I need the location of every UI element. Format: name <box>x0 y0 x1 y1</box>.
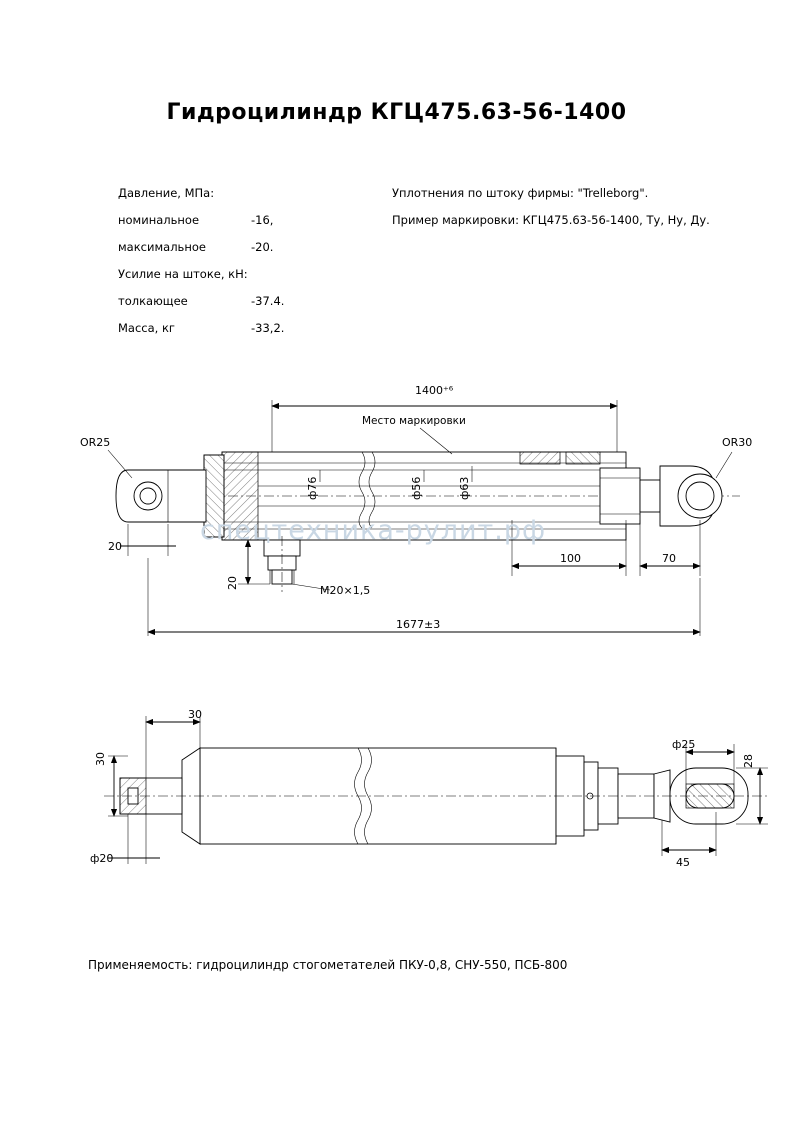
dim-dia-20-text: ф20 <box>90 852 114 865</box>
dim-dia-25-text: ф25 <box>672 738 696 751</box>
dim-70 <box>640 520 700 576</box>
dim-20-port-text: 20 <box>226 576 239 590</box>
spec-label-mass: Масса, кг <box>118 321 175 335</box>
page-title: Гидроцилиндр КГЦ475.63-56-1400 <box>166 100 627 125</box>
applicability-note: Применяемость: гидроцилиндр стогометателей ПКУ-0,8, СНУ-550, ПСБ-800 <box>88 958 568 972</box>
dim-100-text: 100 <box>560 552 581 565</box>
dim-20-left <box>108 524 176 556</box>
rod-stub <box>640 480 660 512</box>
dim-30-left-text: 30 <box>94 752 107 766</box>
dim-28-text: 28 <box>742 754 755 768</box>
internal-detail-hatch-2 <box>566 452 600 464</box>
port-boss <box>264 536 300 592</box>
spec-label-maximal: максимальное <box>118 240 206 254</box>
left-eye-bore <box>140 488 156 504</box>
spec-value-nominal: -16, <box>251 213 274 227</box>
dim-dia-20 <box>90 814 160 865</box>
gland-nut <box>600 468 640 524</box>
right-eye-assembly <box>660 466 722 526</box>
dim-20-left-text: 20 <box>108 540 122 553</box>
dim-1400-text: 1400⁺⁶ <box>415 384 454 397</box>
piston-hatched <box>222 452 258 540</box>
bottom-view-assembly <box>90 708 770 869</box>
marking-example-note: Пример маркировки: КГЦ475.63-56-1400, Ту, Ну, Ду. <box>392 213 710 227</box>
label-dia-63: ф63 <box>458 476 471 500</box>
label-thread-port: M20×1,5 <box>320 584 371 597</box>
dim-1677-text: 1677±3 <box>396 618 441 631</box>
left-eye-assembly <box>116 470 206 522</box>
label-r25: OR25 <box>80 436 111 449</box>
dim-20-port <box>226 540 270 590</box>
spec-heading-pressure-label: Давление, МПа: <box>118 186 215 200</box>
dim-30-top-text: 30 <box>188 708 202 721</box>
internal-detail-hatch <box>520 452 560 464</box>
dim-45-text: 45 <box>676 856 690 869</box>
label-dia-76: ф76 <box>306 476 319 500</box>
watermark: спецтехника-рулит.рф <box>200 515 547 546</box>
label-marking-place: Место маркировки <box>362 415 466 427</box>
label-r30: OR30 <box>722 436 753 449</box>
r25-leader <box>108 450 132 478</box>
label-dia-56: ф56 <box>410 476 423 500</box>
rear-cover-hatched <box>204 455 224 537</box>
right-eye-bore <box>686 482 714 510</box>
spec-value-pushing: -37.4. <box>251 294 285 308</box>
spec-value-mass: -33,2. <box>251 321 285 335</box>
dim-70-text: 70 <box>662 552 676 565</box>
spec-label-pushing: толкающее <box>118 294 188 308</box>
dim-1677 <box>148 558 700 636</box>
spec-value-maximal: -20. <box>251 240 274 254</box>
seals-note: Уплотнения по штоку фирмы: "Trelleborg". <box>392 186 649 200</box>
top-view-assembly <box>80 384 752 636</box>
r30-leader <box>716 452 732 478</box>
spec-heading-force-label: Усилие на штоке, кН: <box>118 267 248 281</box>
marking-leader <box>420 428 452 454</box>
spec-label-nominal: номинальное <box>118 213 200 227</box>
